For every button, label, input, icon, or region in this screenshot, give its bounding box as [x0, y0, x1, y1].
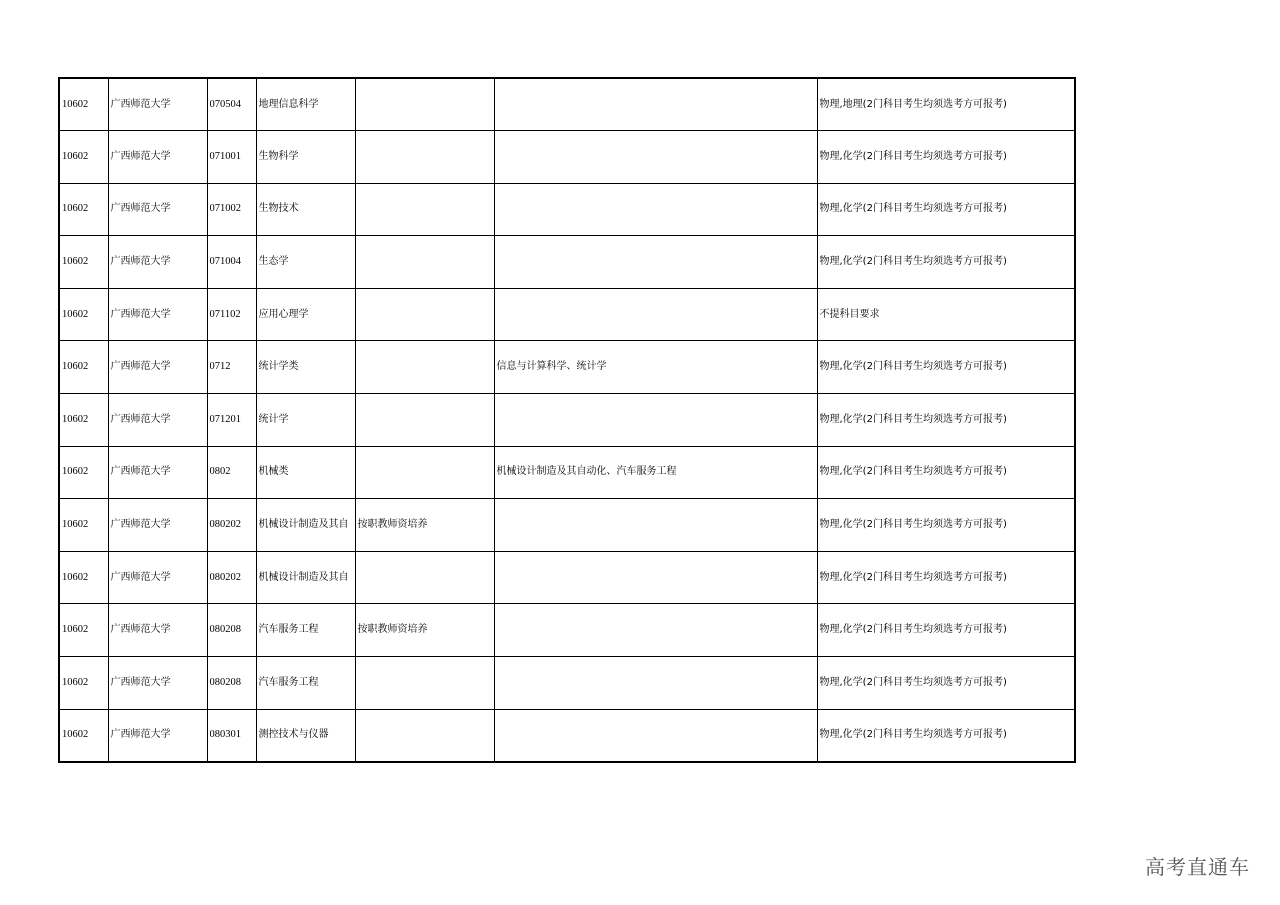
school-code-cell: 10602: [59, 551, 108, 604]
school-name-cell: 广西师范大学: [108, 499, 207, 552]
subject-requirement-cell: 物理,化学(2门科目考生均须选考方可报考): [817, 709, 1075, 762]
school-name-cell: 广西师范大学: [108, 657, 207, 710]
note-cell: 按职教师资培养: [355, 604, 494, 657]
school-code-cell: 10602: [59, 288, 108, 341]
major-code-cell: 0712: [207, 341, 256, 394]
included-majors-cell: [494, 657, 817, 710]
major-name-cell: 应用心理学: [256, 288, 355, 341]
subject-requirement-cell: 不提科目要求: [817, 288, 1075, 341]
subject-requirement-cell: 物理,化学(2门科目考生均须选考方可报考): [817, 236, 1075, 289]
major-name-cell: 汽车服务工程: [256, 604, 355, 657]
school-name-cell: 广西师范大学: [108, 709, 207, 762]
major-code-cell: 071004: [207, 236, 256, 289]
included-majors-cell: [494, 551, 817, 604]
school-name-cell: 广西师范大学: [108, 551, 207, 604]
school-name-cell: 广西师范大学: [108, 78, 207, 131]
included-majors-cell: [494, 604, 817, 657]
table-body: [59, 78, 1075, 762]
note-cell: [355, 78, 494, 131]
school-code-cell: 10602: [59, 499, 108, 552]
subject-requirement-cell: 物理,化学(2门科目考生均须选考方可报考): [817, 341, 1075, 394]
watermark-text: 高考直通车: [1145, 855, 1250, 879]
note-cell: [355, 341, 494, 394]
included-majors-cell: [494, 709, 817, 762]
table-row: [59, 78, 1075, 131]
note-cell: [355, 657, 494, 710]
major-name-cell: 汽车服务工程: [256, 657, 355, 710]
school-name-cell: 广西师范大学: [108, 446, 207, 499]
school-name-cell: 广西师范大学: [108, 604, 207, 657]
table-row: [59, 288, 1075, 341]
note-cell: [355, 394, 494, 447]
subject-requirement-cell: 物理,化学(2门科目考生均须选考方可报考): [817, 446, 1075, 499]
included-majors-cell: [494, 78, 817, 131]
note-cell: [355, 183, 494, 236]
note-cell: [355, 131, 494, 184]
table-row: [59, 131, 1075, 184]
table-row: [59, 341, 1075, 394]
table-row: [59, 709, 1075, 762]
table-row: [59, 394, 1075, 447]
table-row: [59, 499, 1075, 552]
subject-requirement-cell: 物理,化学(2门科目考生均须选考方可报考): [817, 131, 1075, 184]
major-code-cell: 070504: [207, 78, 256, 131]
note-cell: [355, 709, 494, 762]
major-code-cell: 080301: [207, 709, 256, 762]
school-code-cell: 10602: [59, 709, 108, 762]
school-name-cell: 广西师范大学: [108, 236, 207, 289]
major-code-cell: 080208: [207, 604, 256, 657]
school-name-cell: 广西师范大学: [108, 288, 207, 341]
school-code-cell: 10602: [59, 341, 108, 394]
school-code-cell: 10602: [59, 78, 108, 131]
school-code-cell: 10602: [59, 394, 108, 447]
major-name-cell: 生态学: [256, 236, 355, 289]
subject-requirement-cell: 物理,化学(2门科目考生均须选考方可报考): [817, 604, 1075, 657]
school-code-cell: 10602: [59, 236, 108, 289]
included-majors-cell: [494, 183, 817, 236]
table-row: [59, 236, 1075, 289]
note-cell: [355, 446, 494, 499]
table-row: [59, 183, 1075, 236]
subject-requirement-cell: 物理,化学(2门科目考生均须选考方可报考): [817, 657, 1075, 710]
school-name-cell: 广西师范大学: [108, 341, 207, 394]
table-row: [59, 657, 1075, 710]
included-majors-cell: 机械设计制造及其自动化、汽车服务工程: [494, 446, 817, 499]
subject-requirement-cell: 物理,化学(2门科目考生均须选考方可报考): [817, 394, 1075, 447]
major-code-cell: 071102: [207, 288, 256, 341]
major-name-cell: 生物科学: [256, 131, 355, 184]
major-name-cell: 统计学类: [256, 341, 355, 394]
school-code-cell: 10602: [59, 183, 108, 236]
major-code-cell: 080202: [207, 551, 256, 604]
school-code-cell: 10602: [59, 604, 108, 657]
major-name-cell: 机械设计制造及其自: [256, 499, 355, 552]
included-majors-cell: [494, 131, 817, 184]
major-name-cell: 地理信息科学: [256, 78, 355, 131]
school-name-cell: 广西师范大学: [108, 131, 207, 184]
subject-requirement-cell: 物理,地理(2门科目考生均须选考方可报考): [817, 78, 1075, 131]
included-majors-cell: [494, 499, 817, 552]
major-code-cell: 071001: [207, 131, 256, 184]
note-cell: 按职教师资培养: [355, 499, 494, 552]
included-majors-cell: [494, 236, 817, 289]
school-name-cell: 广西师范大学: [108, 394, 207, 447]
major-name-cell: 生物技术: [256, 183, 355, 236]
school-code-cell: 10602: [59, 131, 108, 184]
major-code-cell: 080208: [207, 657, 256, 710]
major-name-cell: 测控技术与仪器: [256, 709, 355, 762]
included-majors-cell: 信息与计算科学、统计学: [494, 341, 817, 394]
admission-requirements-table: [58, 77, 1076, 763]
major-name-cell: 机械类: [256, 446, 355, 499]
major-code-cell: 071201: [207, 394, 256, 447]
major-code-cell: 071002: [207, 183, 256, 236]
table-row: [59, 551, 1075, 604]
note-cell: [355, 288, 494, 341]
major-code-cell: 0802: [207, 446, 256, 499]
subject-requirement-cell: 物理,化学(2门科目考生均须选考方可报考): [817, 551, 1075, 604]
note-cell: [355, 236, 494, 289]
school-code-cell: 10602: [59, 446, 108, 499]
major-code-cell: 080202: [207, 499, 256, 552]
subject-requirement-cell: 物理,化学(2门科目考生均须选考方可报考): [817, 183, 1075, 236]
note-cell: [355, 551, 494, 604]
school-name-cell: 广西师范大学: [108, 183, 207, 236]
included-majors-cell: [494, 394, 817, 447]
school-code-cell: 10602: [59, 657, 108, 710]
major-name-cell: 统计学: [256, 394, 355, 447]
table-row: [59, 604, 1075, 657]
table-row: [59, 446, 1075, 499]
included-majors-cell: [494, 288, 817, 341]
subject-requirement-cell: 物理,化学(2门科目考生均须选考方可报考): [817, 499, 1075, 552]
major-name-cell: 机械设计制造及其自: [256, 551, 355, 604]
